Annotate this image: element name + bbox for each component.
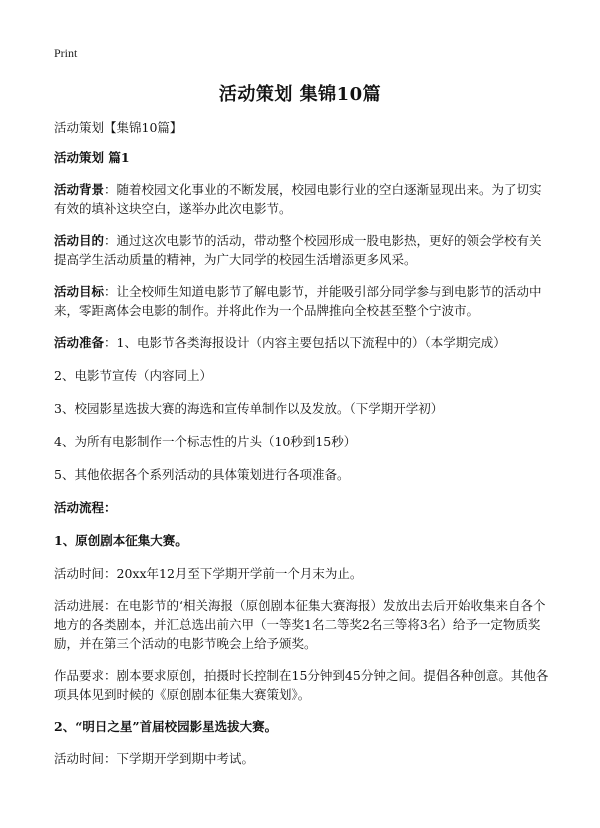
paragraph-text: ：1、电影节各类海报设计（内容主要包括以下流程中的）（本学期完成）	[104, 335, 506, 350]
flow2-heading: 2、“明日之星”首届校园影星选拔大赛。	[54, 719, 278, 734]
list-item: 5、其他依据各个系列活动的具体策划进行各项准备。	[54, 467, 350, 482]
flow-heading: 活动流程：	[54, 500, 117, 515]
list-item: 3、校园影星选拔大赛的海选和宣传单制作以及发放。（下学期开学初）	[54, 401, 444, 416]
paragraph-label: 活动目标	[54, 284, 105, 299]
flow1-heading: 1、原创剧本征集大赛。	[54, 533, 188, 548]
paragraph-purpose	[54, 231, 554, 269]
section-heading: 活动策划 篇1	[54, 150, 130, 165]
paragraph-text: ：随着校园文化事业的不断发展，校园电影行业的空白逐渐显现出来。为了切实有效的填补这块空白，遂举办此次电影节。	[54, 182, 542, 216]
flow1-progress: 活动进展：在电影节的‘相关海报（原创剧本征集大赛海报）发放出去后开始收集来自各个地方的各类剧本，并汇总选出前六甲（一等奖1名二等奖2名三等将3名）给予一定物质奖励，并在第三个活动的电影节晚会上给予颁奖。	[54, 598, 546, 651]
flow2-time: 活动时间：下学期开学到期中考试。	[54, 751, 255, 766]
page-title: 活动策划 集锦10篇	[218, 84, 382, 105]
paragraph-text: ：让全校师生知道电影节了解电影节，并能吸引部分同学参与到电影节的活动中来，零距离体会电影的制作。并将此作为一个品牌推向全校甚至整个宁波市。	[54, 284, 542, 318]
document-body	[54, 118, 554, 768]
flow1-time: 活动时间：20xx年12月至下学期开学前一个月末为止。	[54, 566, 363, 581]
paragraph-label: 活动背景	[54, 182, 105, 197]
paragraph-label: 活动目的	[54, 233, 105, 248]
paragraph-prep	[54, 333, 554, 352]
paragraph-label: 活动准备	[54, 335, 105, 350]
paragraph-goal	[54, 282, 554, 320]
subtitle: 活动策划【集锦10篇】	[54, 120, 183, 135]
list-item: 2、电影节宣传（内容同上）	[54, 368, 212, 383]
print-link[interactable]: Print	[54, 46, 78, 60]
paragraph-background	[54, 180, 554, 218]
flow1-requirements: 作品要求：剧本要求原创，拍摄时长控制在15分钟到45分钟之间。提倡各种创意。其他各项具体见到时候的《原创剧本征集大赛策划》。	[54, 668, 549, 702]
list-item: 4、为所有电影制作一个标志性的片头（10秒到15秒）	[54, 434, 357, 449]
paragraph-text: ：通过这次电影节的活动，带动整个校园形成一股电影热，更好的领会学校有关提高学生活动质量的精神，为广大同学的校园生活增添更多风采。	[54, 233, 542, 267]
